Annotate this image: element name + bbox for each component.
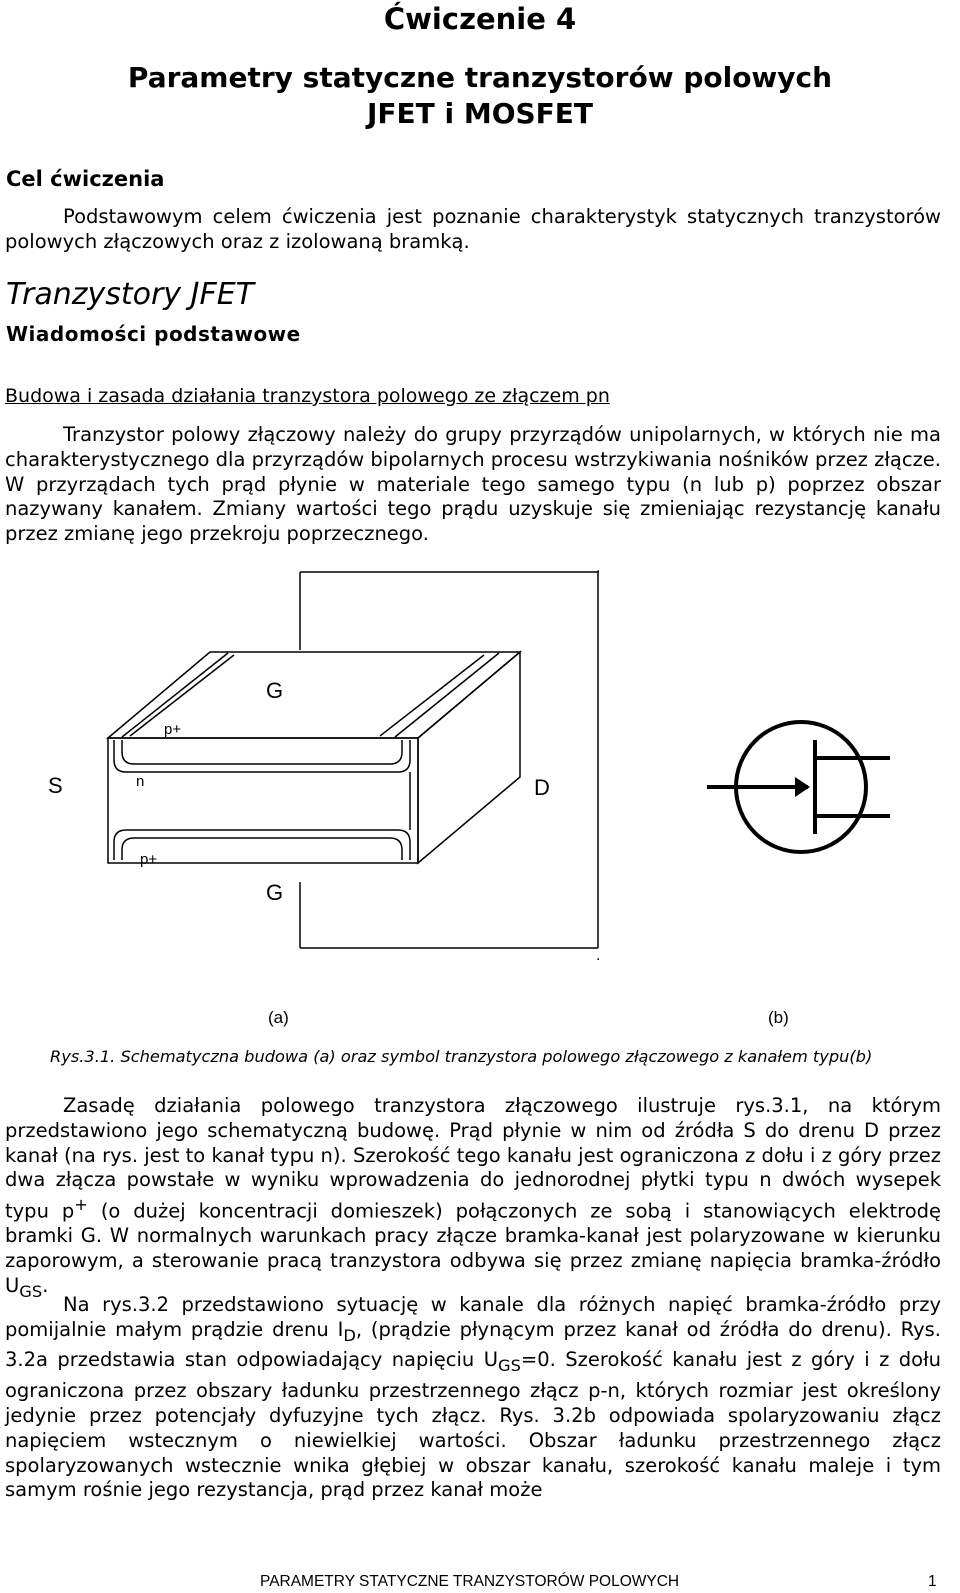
superscript-plus: + — [74, 1195, 88, 1215]
page-footer: PARAMETRY STATYCZNE TRANZYSTORÓW POLOWYCH — [260, 1573, 680, 1590]
label-source: S — [48, 773, 63, 798]
subscript-gs-2: GS — [497, 1356, 521, 1376]
block-side-face — [418, 652, 520, 863]
jfet-symbol — [707, 722, 890, 852]
body-paragraph-1: Zasadę działania polowego tranzystora złączowego ilustruje rys.3.1, na którym przedstawiono jego schematyczną budowę. Prąd płynie w nim od źródła S do drenu D przez kanał (na rys. jest to kanał typu n). Szerokość tego kanału jest ograniczona z dołu i z góry przez dwa złącza powstałe w wyniku wprowadzenia do jednorodnej płytki typu n dwóch wysepek typu p+ (o dużej koncentracji domieszek) połączonych ze sobą i stanowiących elektrodę bramki G. W normalnych warunkach pracy złącze bramka-kanał jest polaryzowane w kierunku zaporowym, a sterowanie pracą tranzystora odbywa się przez zmianę napięcia bramka-źródło $U_{GS}$. — [5, 1094, 942, 1301]
page-number: 1 — [928, 1573, 937, 1590]
label-p-bottom: p+ — [140, 851, 158, 868]
label-gate-bottom: G — [266, 880, 284, 905]
main-title-line2: JFET i MOSFET — [366, 97, 594, 130]
main-title-line1: Parametry statyczne tranzystorów polowych — [127, 61, 833, 94]
figure-caption: Rys.3.1. Schematyczna budowa (a) oraz symbol tranzystora polowego złączowego z kanałem typu(b) — [50, 1047, 873, 1066]
basics-subheading: Wiadomości podstawowe — [6, 322, 301, 346]
sublabel-b: (b) — [768, 1008, 789, 1027]
subscript-gs: GS — [19, 1281, 43, 1301]
goal-paragraph: Podstawowym celem ćwiczenia jest poznanie charakterystyk statycznych tranzystorów polowych złączowych oraz z izolowaną bramką. — [5, 205, 941, 253]
body-paragraph-2: Na rys.3.2 przedstawiono sytuację w kanale dla różnych napięć bramka-źródło przy pomijalnie małym prądzie drenu $I_D$, (prądzie płynącym przez kanał od źródła do drenu). Rys. 3.2a przedstawia stan odpowiadający napięciu $U_{GS}=0$. Szerokość kanału jest z góry i z dołu ograniczona przez obszary ładunku przestrzennego złącz p-n, których rozmiar jest określony jedynie przez potencjały dyfuzyjne tych złącz. Rys. 3.2b odpowiada spolaryzowaniu złącz napięciem wstecznym o niewielkiej wartości. Obszar ładunku przestrzennego złącz spolaryzowanych wstecznie wnika głębiej w obszar kanału, szerokość kanału maleje i tym samym rośnie jego rezystancja, prąd przez kanał może — [5, 1293, 941, 1502]
p-plus-top-region — [114, 740, 410, 772]
gate-arrow — [795, 777, 810, 797]
label-p-top: p+ — [164, 721, 182, 738]
label-dot-bottom: . — [596, 947, 601, 964]
sublabel-a: (a) — [268, 1008, 289, 1027]
section-title: Budowa i zasada działania tranzystora polowego ze złączem pn — [5, 385, 610, 407]
jfet-structure-diagram — [108, 572, 598, 948]
p-plus-top-inner — [122, 740, 402, 764]
intro-paragraph: Tranzystor polowy złączowy należy do grupy przyrządów unipolarnych, w których nie ma charakterystycznego dla przyrządów bipolarnych procesu wstrzykiwania nośników przez złącze. W przyrządach tych prąd płynie w materiale tego samego typu (n lub p) poprzez obszar nazywany kanałem. Zmiany wartości tego prądu uzyskuje się zmieniając rezystancję kanału przez zmianę jego przekroju poprzecznego. — [5, 423, 941, 546]
label-n: n — [136, 773, 145, 790]
block-front-face — [108, 738, 418, 863]
jfet-heading: Tranzystory JFET — [6, 277, 254, 312]
label-dot-top: . — [596, 560, 601, 576]
p-plus-bottom-region — [114, 830, 410, 860]
top-depth-line-left — [130, 655, 234, 736]
label-gate-top: G — [266, 678, 284, 703]
exercise-title: Ćwiczenie 4 — [383, 2, 577, 36]
p-plus-bottom-inner — [122, 838, 402, 860]
jfet-figure — [0, 560, 960, 1040]
goal-heading: Cel ćwiczenia — [6, 167, 165, 191]
label-drain: D — [534, 775, 550, 800]
top-depth-line-right2 — [395, 653, 499, 737]
subscript-d: D — [343, 1325, 356, 1345]
